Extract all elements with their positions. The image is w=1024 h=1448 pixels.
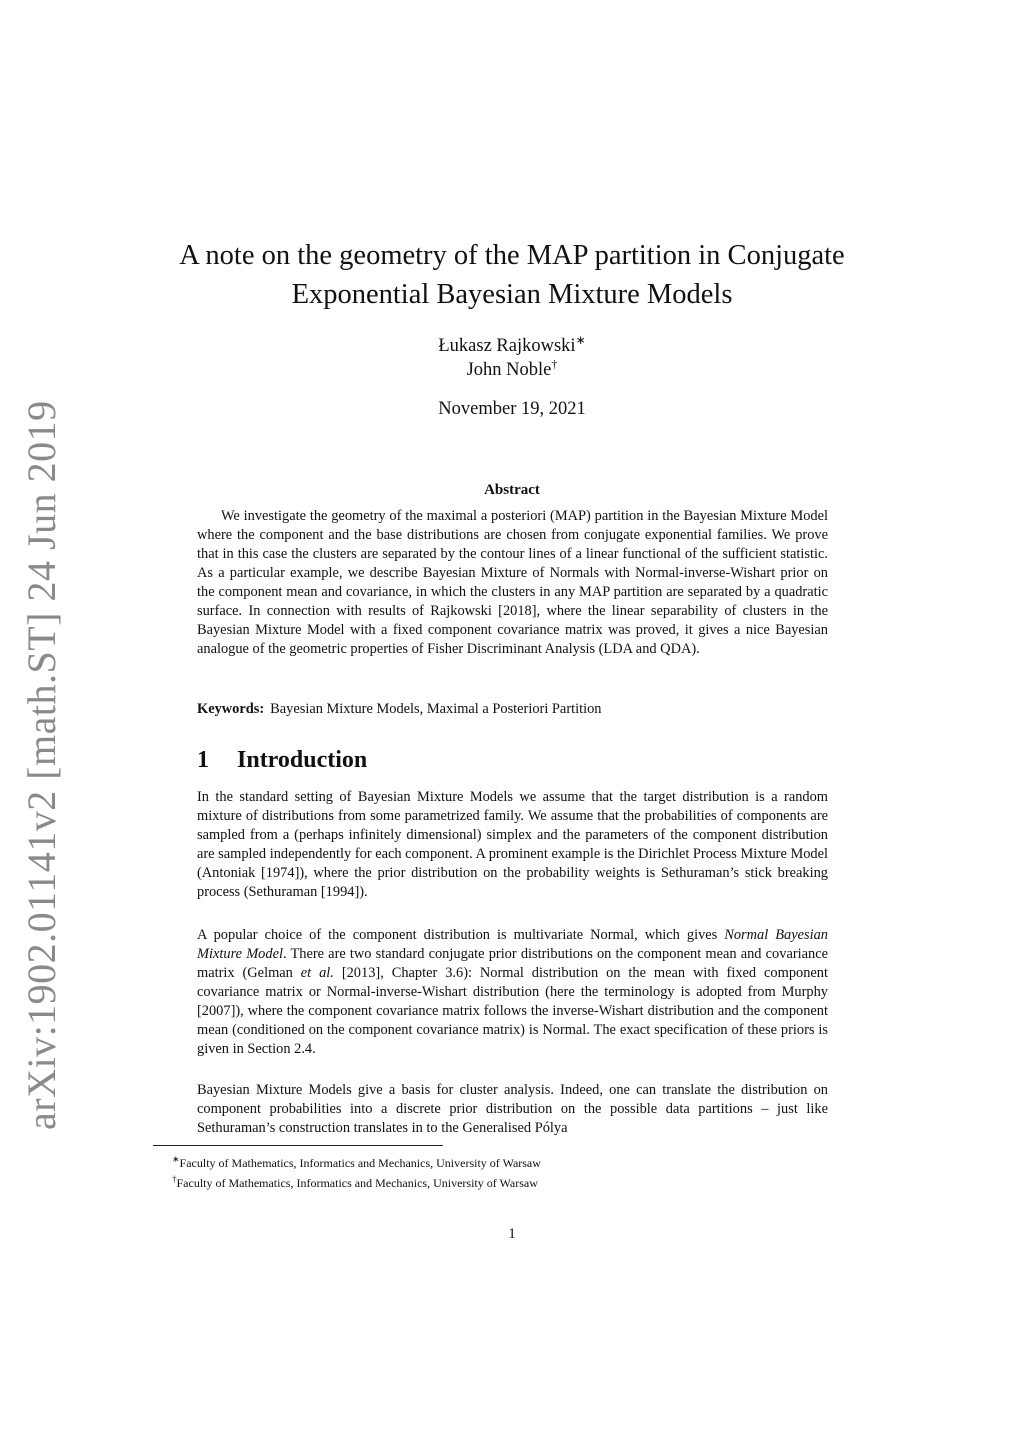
abstract-heading: Abstract: [484, 482, 540, 498]
section-heading: [197, 744, 367, 776]
paragraph-text: . There are two standard conjugate prior distributions on the component mean and covariance matrix (Gelman: [197, 946, 828, 981]
paragraph-text: [2013], Chapter 3.6): Normal distribution on the mean with fixed component covariance matrix or Normal-inverse-Wishart distribution (here the terminology is adopted from Murphy [2007]), where the component covariance matrix follows the inverse-Wishart distribution and the component mean (conditioned on the component covariance matrix) is Normal. The exact specification of these priors is given in Section 2.4.: [197, 965, 828, 1057]
section-title: Introduction: [237, 747, 368, 773]
footnote-text: Faculty of Mathematics, Informatics and Mechanics, University of Warsaw: [176, 1176, 538, 1190]
page-number: 1: [508, 1226, 516, 1242]
arxiv-stamp: arXiv:1902.01141v2 [math.ST] 24 Jun 2019: [19, 400, 64, 1130]
author-name: John Noble: [466, 360, 552, 380]
keywords: [197, 700, 828, 719]
author-1: [312, 334, 712, 358]
keywords-label: Keywords:: [197, 701, 265, 717]
paper-date: November 19, 2021: [438, 399, 586, 419]
keywords-text: Bayesian Mixture Models, Maximal a Posteriori Partition: [270, 701, 602, 717]
footnote-2: [172, 1171, 832, 1191]
paper-title: A note on the geometry of the MAP partition in Conjugate Exponential Bayesian Mixture Models: [179, 240, 845, 310]
body-paragraph-3: Bayesian Mixture Models give a basis for cluster analysis. Indeed, one can translate the distribution on component probabilities into a discrete prior distribution on the possible data partitions – just like Sethuraman’s construction translates in to the Generalised Pólya: [197, 1082, 828, 1136]
paragraph-text: A popular choice of the component distribution is multivariate Normal, which gives: [197, 927, 725, 943]
footnote-mark: ∗: [172, 1154, 180, 1164]
author-name: Łukasz Rajkowski: [438, 336, 576, 356]
body-paragraph-1: In the standard setting of Bayesian Mixture Models we assume that the target distribution is a random mixture of distributions from some parametrized family. We assume that the probabilities of components are sampled from a (perhaps infinitely dimensional) simplex and the parameters of the component distribution are sampled independently for each component. A prominent example is the Dirichlet Process Mixture Model (Antoniak [1974]), where the prior distribution on the probability weights is Sethuraman’s stick breaking process (Sethuraman [1994]).: [197, 789, 829, 900]
author-list: [312, 334, 712, 382]
abstract-text: We investigate the geometry of the maximal a posteriori (MAP) partition in the Bayesian Mixture Model where the component and the base distributions are chosen from conjugate exponential families. We prove that in this case the clusters are separated by the contour lines of a linear functional of the sufficient statistic. As a particular example, we describe Bayesian Mixture of Normals with Normal-inverse-Wishart prior on the component mean and covariance, in which the clusters in any MAP partition are separated by a quadratic surface. In connection with results of Rajkowski [2018], where the linear separability of clusters in the Bayesian Mixture Model with a fixed component covariance matrix was proved, it gives a nice Bayesian analogue of the geometric properties of Fisher Discriminant Analysis (LDA and QDA).: [197, 508, 828, 657]
author-2: [312, 358, 712, 382]
footnotes: [172, 1151, 832, 1191]
footnote-mark: ∗: [575, 332, 586, 347]
footnote-divider: [153, 1145, 443, 1146]
footnote-mark: †: [172, 1174, 177, 1184]
footnote-text: Faculty of Mathematics, Informatics and Mechanics, University of Warsaw: [179, 1156, 541, 1170]
emphasis-text: Normal Bayesian Mixture Model: [197, 927, 828, 962]
body-paragraph-2: [197, 926, 828, 1059]
emphasis-text: et al.: [300, 965, 334, 981]
section-number: 1: [197, 747, 209, 773]
footnote-mark: †: [551, 356, 558, 371]
footnote-1: [172, 1151, 832, 1171]
